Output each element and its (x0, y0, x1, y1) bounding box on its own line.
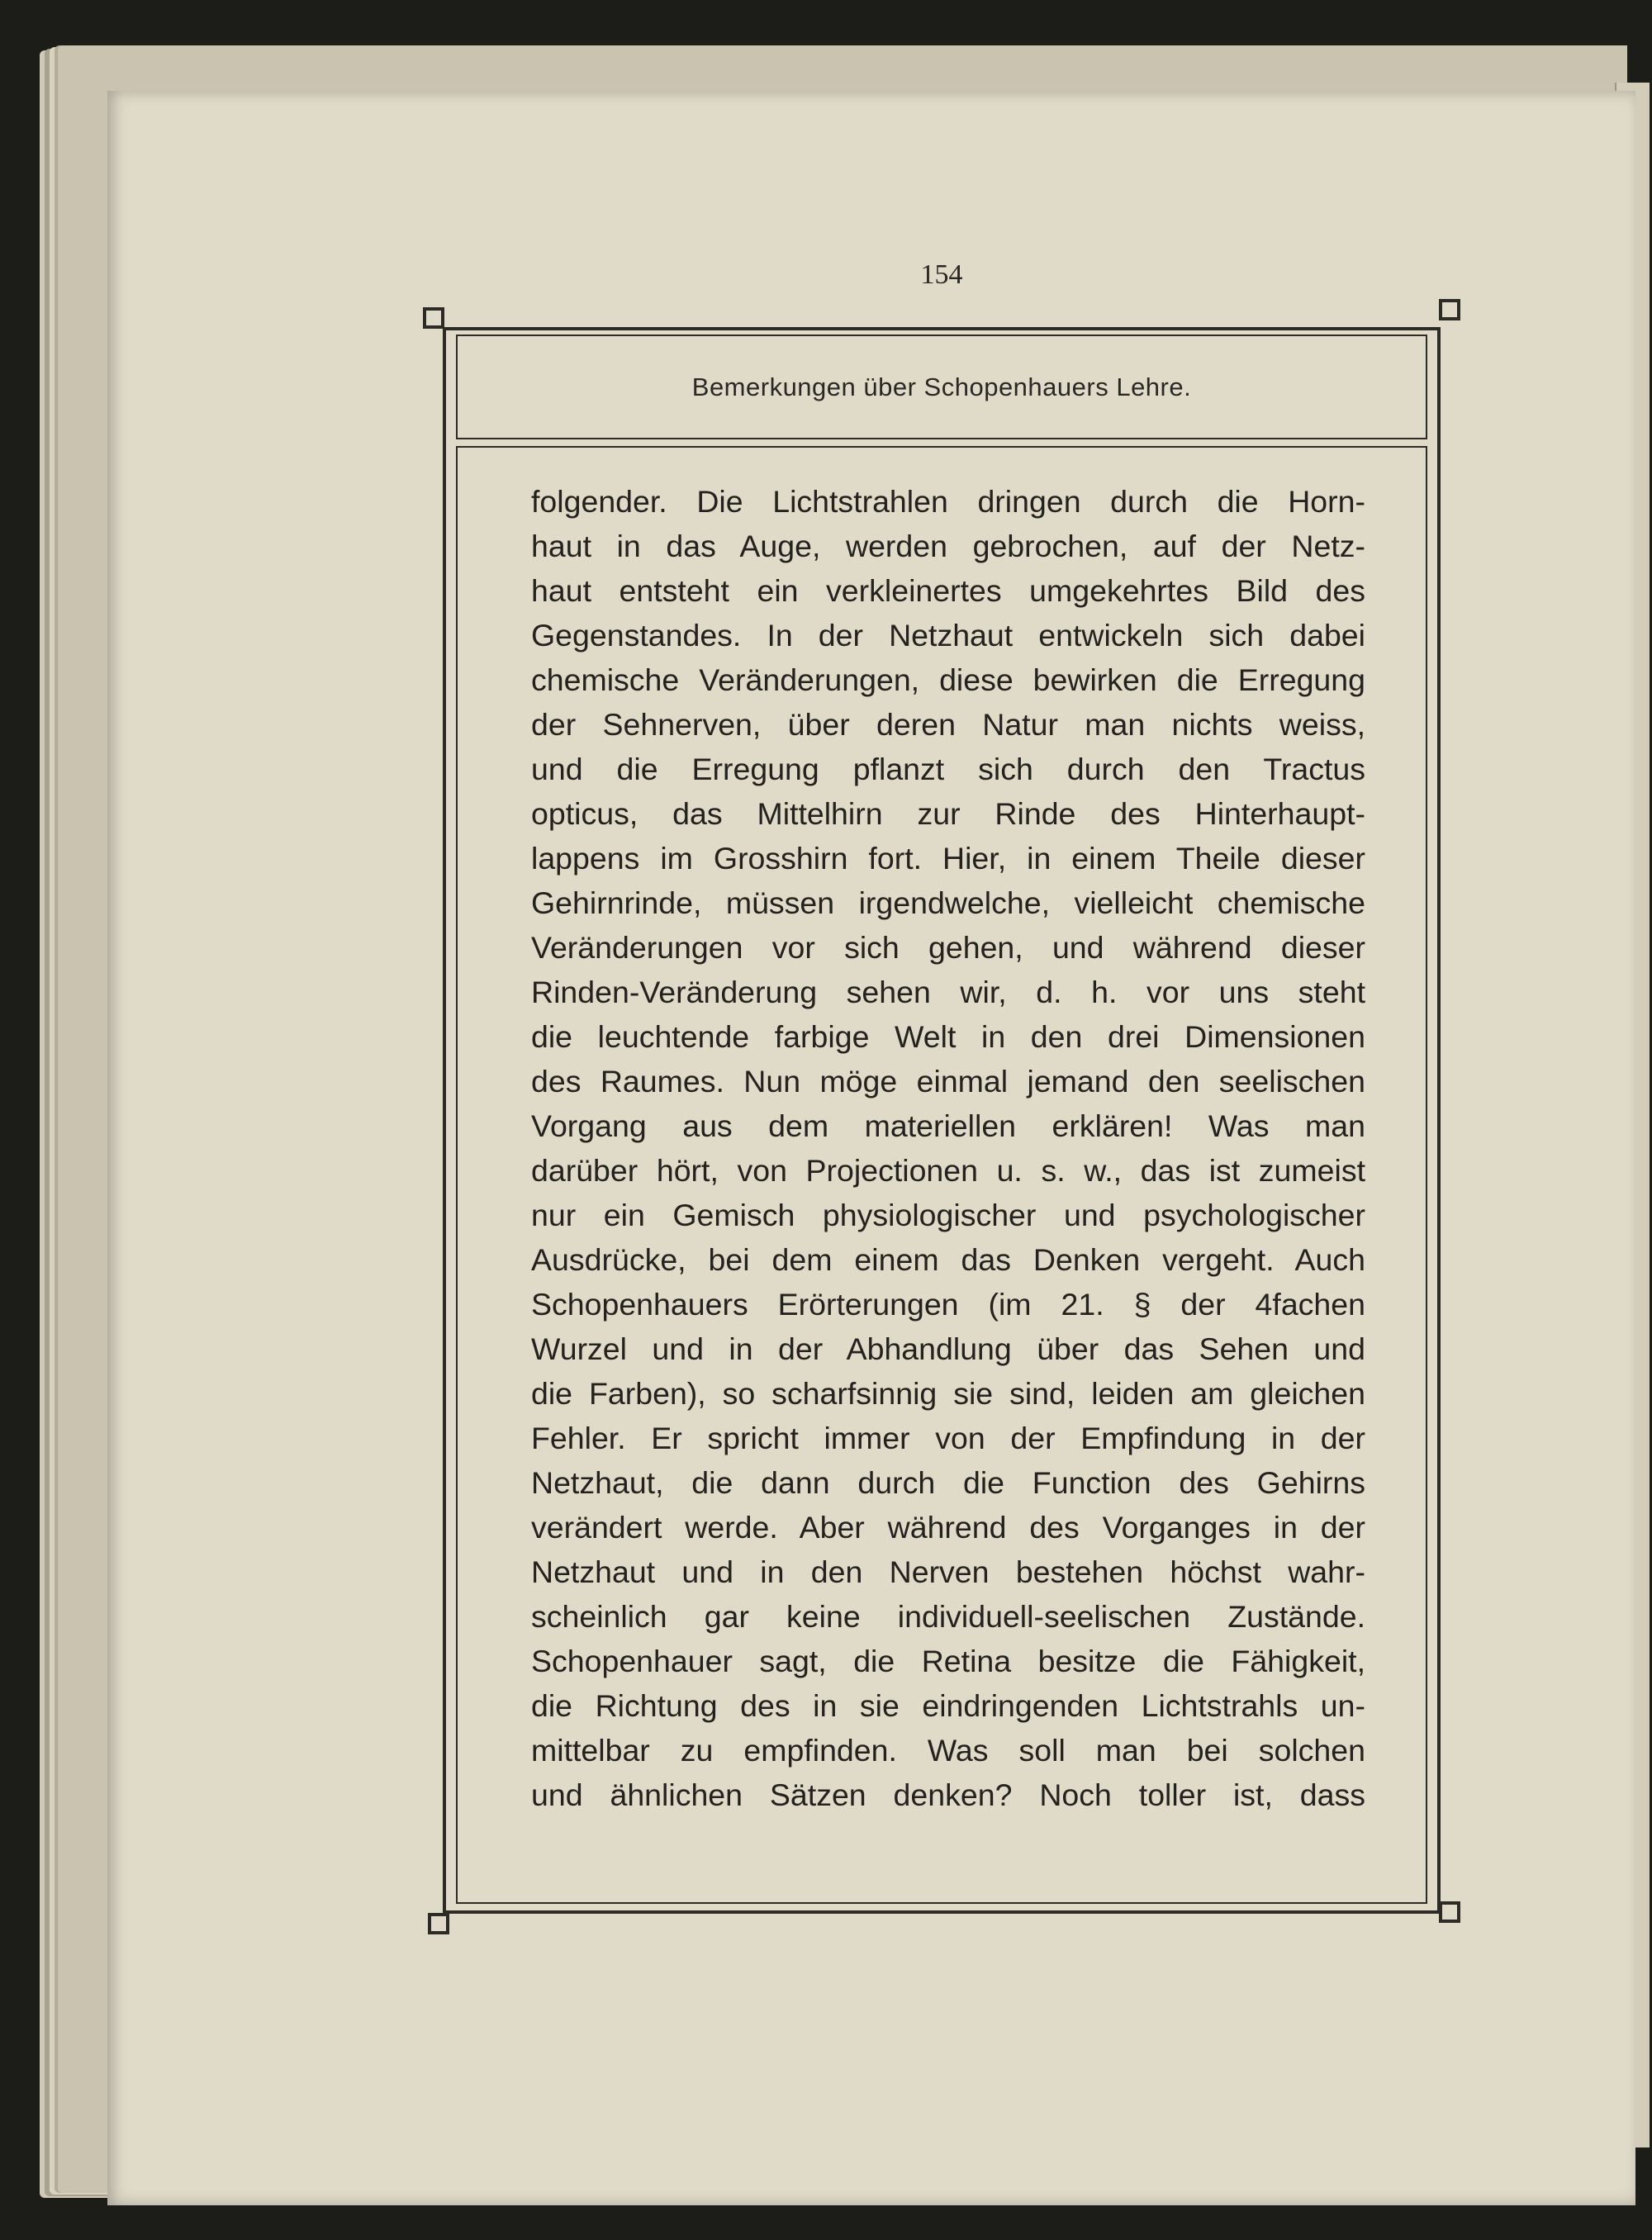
text-line: chemische Veränderungen, diese bewirken die Erregung (531, 662, 1365, 697)
text-line: Schopenhauer sagt, die Retina besitze die Fähigkeit, (531, 1644, 1365, 1678)
page-number: 154 (920, 259, 963, 290)
text-line: und ähnlichen Sätzen denken? Noch toller ist, dass (531, 1777, 1365, 1812)
text-line: scheinlich gar keine individuell-seelischen Zustände. (531, 1599, 1365, 1634)
frame-left-rule (443, 327, 446, 1914)
text-line: Schopenhauers Erörterungen (im 21. § der 4fachen (531, 1287, 1365, 1322)
corner-ornament-bottom-left (428, 1913, 449, 1934)
corner-ornament-top-right (1439, 299, 1460, 320)
text-line: Fehler. Er spricht immer von der Empfindung in der (531, 1421, 1365, 1455)
text-line: darüber hört, von Projectionen u. s. w., das ist zumeist (531, 1153, 1365, 1188)
text-line: folgender. Die Lichtstrahlen dringen durch die Horn- (531, 484, 1365, 519)
text-line: haut entsteht ein verkleinertes umgekehrtes Bild des (531, 573, 1365, 608)
text-line: Rinden-Veränderung sehen wir, d. h. vor uns steht (531, 975, 1365, 1009)
text-line: Vorgang aus dem materiellen erklären! Was man (531, 1108, 1365, 1143)
text-line: Gehirnrinde, müssen irgendwelche, vielleicht chemische (531, 885, 1365, 920)
text-line: die leuchtende farbige Welt in den drei Dimensionen (531, 1019, 1365, 1054)
text-line: Netzhaut und in den Nerven bestehen höchst wahr- (531, 1554, 1365, 1589)
text-line: Gegenstandes. In der Netzhaut entwickeln sich dabei (531, 618, 1365, 653)
text-line: der Sehnerven, über deren Natur man nichts weiss, (531, 707, 1365, 742)
frame-top-rule (443, 327, 1441, 330)
text-line: haut in das Auge, werden gebrochen, auf der Netz- (531, 529, 1365, 563)
running-head: Bemerkungen über Schopenhauers Lehre. (691, 372, 1192, 401)
text-line: nur ein Gemisch physiologischer und psychologischer (531, 1198, 1365, 1232)
body-text (531, 479, 1365, 1817)
text-line: Wurzel und in der Abhandlung über das Sehen und (531, 1331, 1365, 1366)
text-line: Netzhaut, die dann durch die Function des Gehirns (531, 1465, 1365, 1500)
text-line: und die Erregung pflanzt sich durch den Tractus (531, 752, 1365, 786)
frame-right-rule (1437, 327, 1441, 1914)
corner-ornament-bottom-right (1439, 1901, 1460, 1923)
text-line: lappens im Grosshirn fort. Hier, in einem Theile dieser (531, 841, 1365, 876)
frame-bottom-rule (443, 1910, 1441, 1914)
running-head-box (456, 335, 1427, 439)
text-line: die Richtung des in sie eindringenden Lichtstrahls un- (531, 1688, 1365, 1723)
text-line: Ausdrücke, bei dem einem das Denken vergeht. Auch (531, 1242, 1365, 1277)
corner-ornament-top-left (423, 307, 444, 329)
text-line: des Raumes. Nun möge einmal jemand den seelischen (531, 1064, 1365, 1099)
text-line: verändert werde. Aber während des Vorganges in der (531, 1510, 1365, 1545)
text-line: opticus, das Mittelhirn zur Rinde des Hinterhaupt- (531, 796, 1365, 831)
text-line: Veränderungen vor sich gehen, und während dieser (531, 930, 1365, 965)
text-line: mittelbar zu empfinden. Was soll man bei solchen (531, 1733, 1365, 1768)
text-line: die Farben), so scharfsinnig sie sind, leiden am gleichen (531, 1376, 1365, 1411)
